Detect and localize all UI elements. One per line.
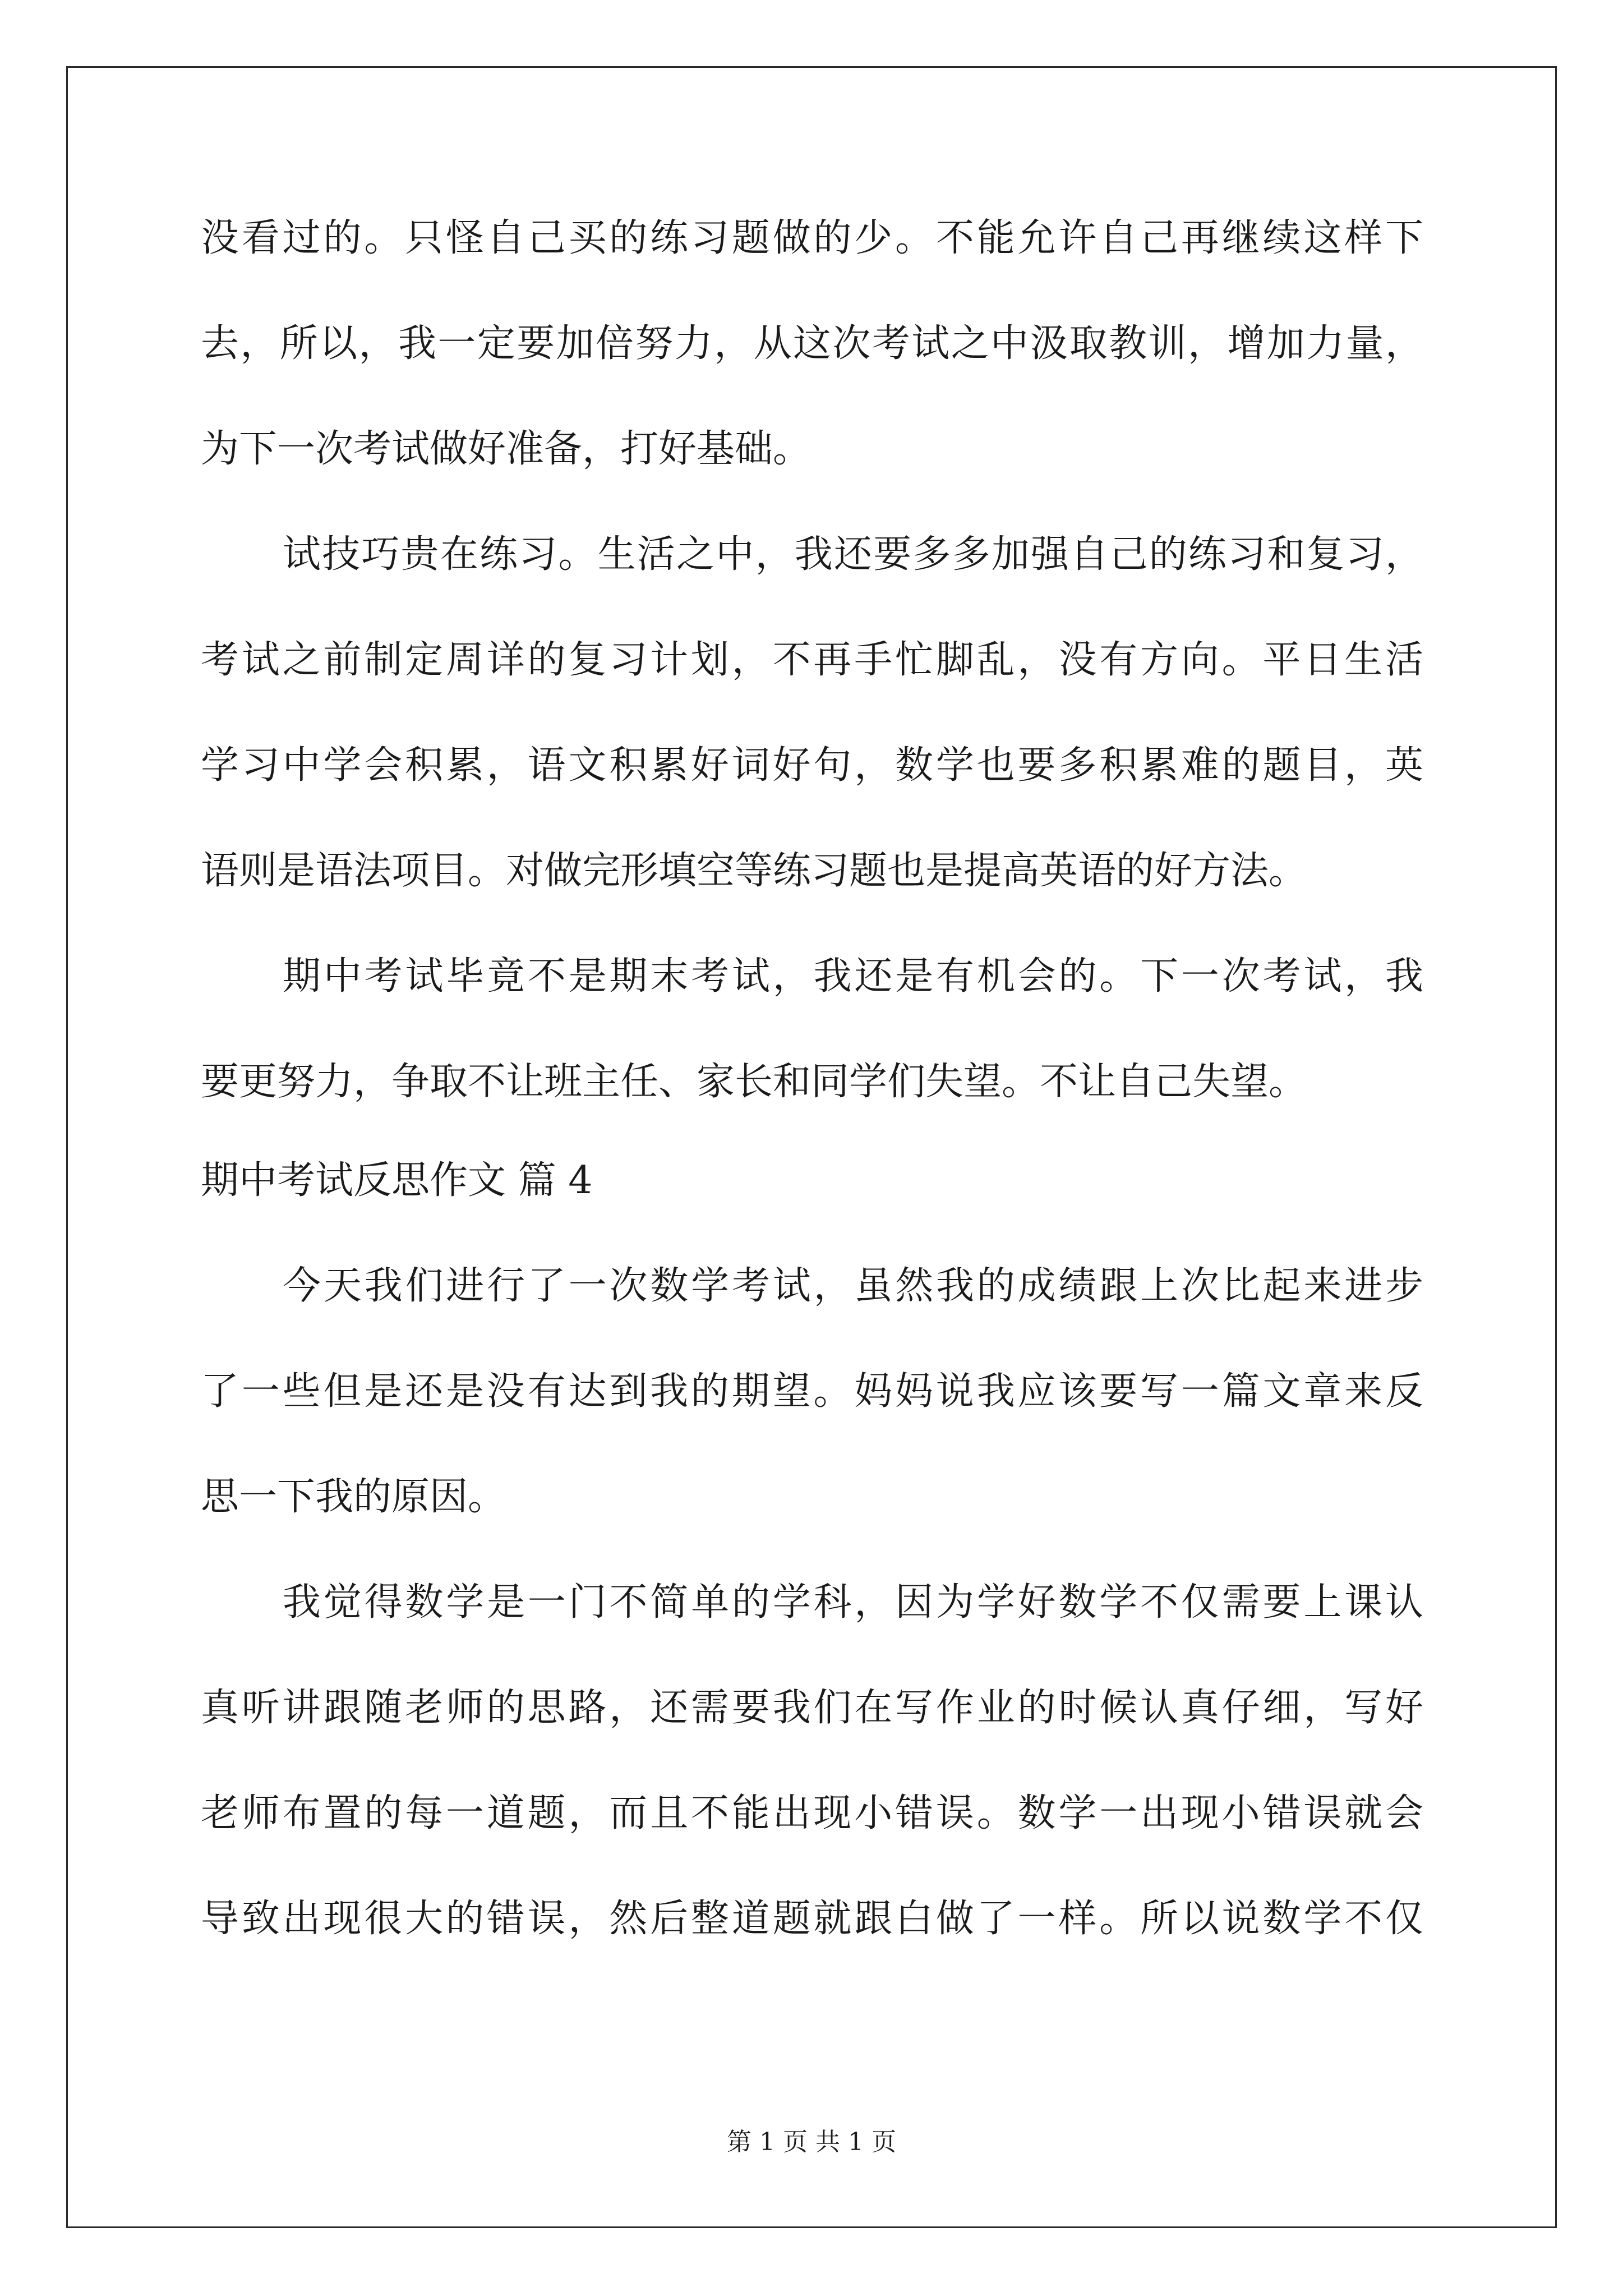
- text-line: 为下一次考试做好准备，打好基础。: [201, 427, 811, 471]
- text-line: 期中考试毕竟不是期末考试，我还是有机会的。下一次考试，我: [283, 954, 1423, 999]
- text-line: 我觉得数学是一门不简单的学科，因为学好数学不仅需要上课认: [283, 1580, 1423, 1625]
- text-line: 老师布置的每一道题，而且不能出现小错误。数学一出现小错误就会: [201, 1791, 1423, 1835]
- text-line: 思一下我的原因。: [201, 1475, 506, 1519]
- text-line: 真听讲跟随老师的思路，还需要我们在写作业的时候认真仔细，写好: [201, 1686, 1423, 1730]
- page-footer: 第 1 页 共 1 页: [727, 2128, 896, 2156]
- text-line: 导致出现很大的错误，然后整道题就跟白做了一样。所以说数学不仅: [201, 1897, 1423, 1941]
- text-line: 要更努力，争取不让班主任、家长和同学们失望。不让自己失望。: [201, 1060, 1307, 1104]
- text-line: 了一些但是还是没有达到我的期望。妈妈说我应该要写一篇文章来反: [201, 1369, 1423, 1414]
- text-line: 考试之前制定周详的复习计划，不再手忙脚乱，没有方向。平日生活: [201, 638, 1423, 682]
- text-line: 语则是语法项目。对做完形填空等练习题也是提高英语的好方法。: [201, 849, 1307, 893]
- section-heading: 期中考试反思作文 篇 4: [201, 1158, 593, 1203]
- text-line: 学习中学会积累，语文积累好词好句，数学也要多积累难的题目，英: [201, 743, 1423, 788]
- text-line: 去，所以，我一定要加倍努力，从这次考试之中汲取教训，增加力量，: [201, 321, 1423, 366]
- text-line: 今天我们进行了一次数学考试，虽然我的成绩跟上次比起来进步: [283, 1264, 1423, 1308]
- text-line: 没看过的。只怪自己买的练习题做的少。不能允许自己再继续这样下: [201, 216, 1423, 260]
- text-line: 试技巧贵在练习。生活之中，我还要多多加强自己的练习和复习，: [283, 532, 1423, 577]
